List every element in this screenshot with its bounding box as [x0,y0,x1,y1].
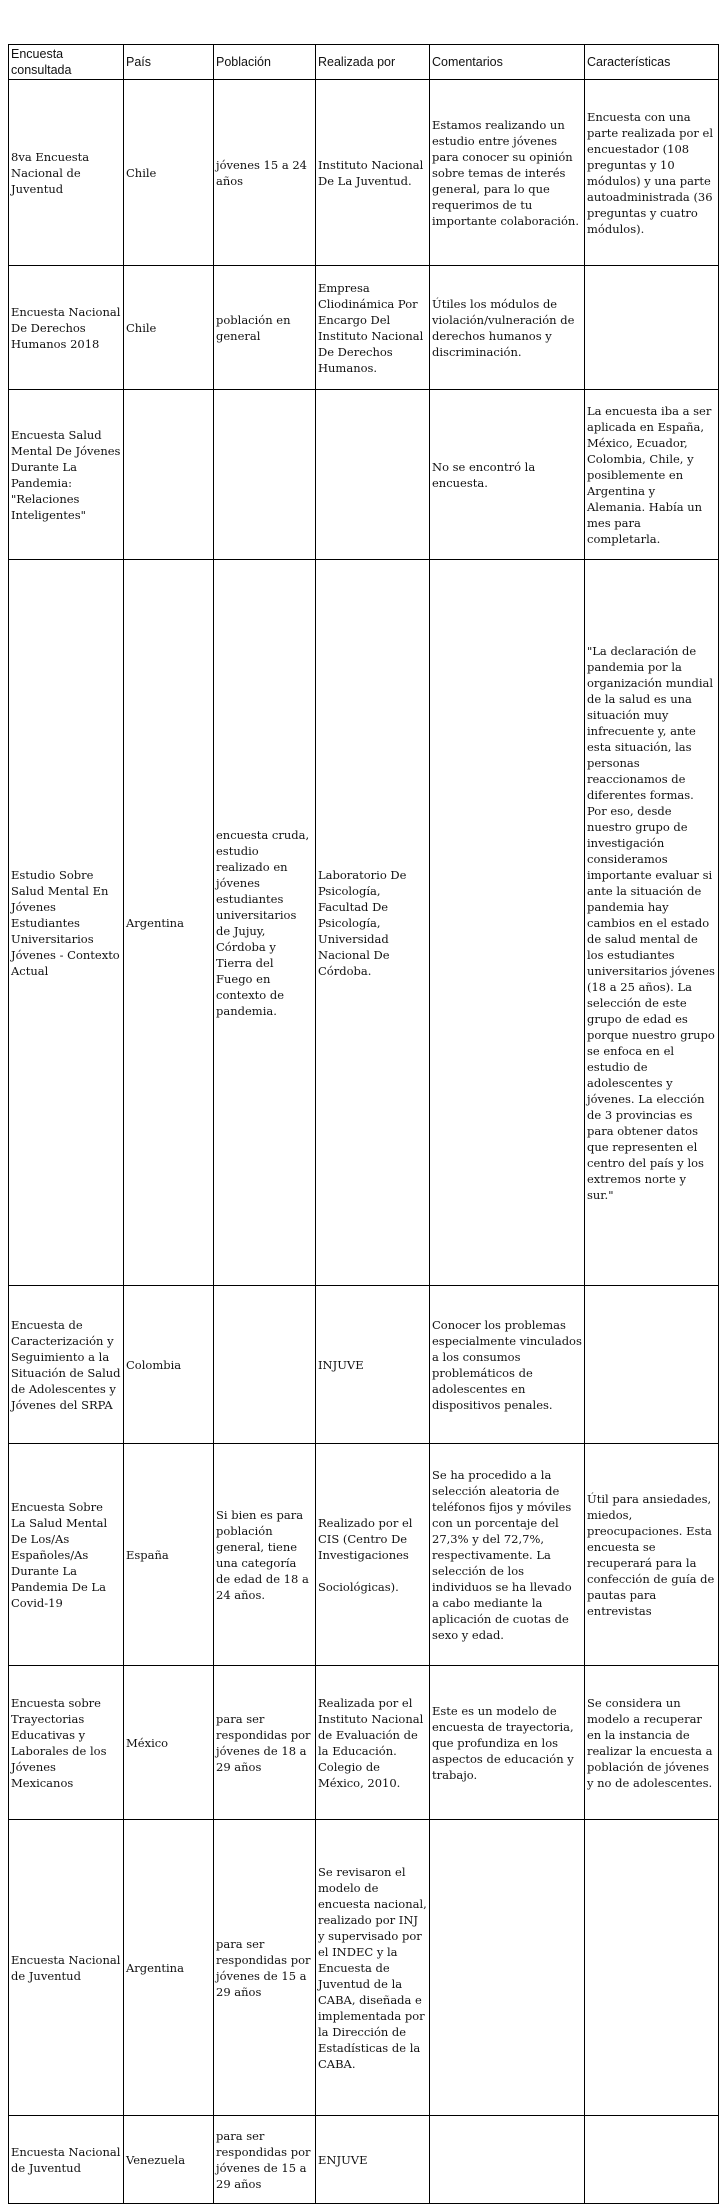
cell-pais: Chile [124,266,214,390]
header-encuesta: Encuesta consultada [9,45,124,80]
cell-realizada-por [316,390,430,560]
cell-caracteristicas [585,2116,719,2204]
cell-encuesta: Encuesta Nacional De Derechos Humanos 2018 [9,266,124,390]
cell-pais: Argentina [124,1820,214,2116]
cell-poblacion: encuesta cruda, estudio realizado en jóvenes estudiantes universitarios de Jujuy, Córdoba y Tierra del Fuego en contexto de pandemia. [214,560,316,1286]
cell-comentarios: Conocer los problemas especialmente vinculados a los consumos problemáticos de adolescentes en dispositivos penales. [430,1286,585,1444]
table-row [9,1666,719,1820]
cell-realizada-por: Realizado por el CIS (Centro De Investigaciones Sociológicas). [316,1444,430,1666]
cell-realizada-por: ENJUVE [316,2116,430,2204]
table-row [9,1286,719,1444]
cell-realizada-por: Empresa Cliodinámica Por Encargo Del Instituto Nacional De Derechos Humanos. [316,266,430,390]
cell-caracteristicas: La encuesta iba a ser aplicada en España, México, Ecuador, Colombia, Chile, y posiblemente en Argentina y Alemania. Había un mes para completarla. [585,390,719,560]
cell-pais: España [124,1444,214,1666]
cell-caracteristicas [585,266,719,390]
cell-realizada-por: Instituto Nacional De La Juventud. [316,80,430,266]
cell-poblacion: población en general [214,266,316,390]
cell-encuesta: Encuesta Nacional de Juventud [9,2116,124,2204]
cell-realizada-por: Se revisaron el modelo de encuesta nacional, realizado por INJ y supervisado por el INDEC y la Encuesta de Juventud de la CABA, diseñada e implementada por la Dirección de Estadísticas de la CABA. [316,1820,430,2116]
header-realizada-por: Realizada por [316,45,430,80]
cell-poblacion: para ser respondidas por jóvenes de 15 a 29 años [214,1820,316,2116]
cell-encuesta: 8va Encuesta Nacional de Juventud [9,80,124,266]
cell-pais: México [124,1666,214,1820]
header-comentarios: Comentarios [430,45,585,80]
cell-encuesta: Encuesta Nacional de Juventud [9,1820,124,2116]
cell-caracteristicas [585,1286,719,1444]
cell-caracteristicas: Útil para ansiedades, miedos, preocupaciones. Esta encuesta se recuperará para la confección de guía de pautas para entrevistas [585,1444,719,1666]
header-caracteristicas: Características [585,45,719,80]
cell-comentarios [430,1820,585,2116]
cell-encuesta: Encuesta Salud Mental De Jóvenes Durante La Pandemia: "Relaciones Inteligentes" [9,390,124,560]
cell-realizada-por: INJUVE [316,1286,430,1444]
cell-caracteristicas: "La declaración de pandemia por la organización mundial de la salud es una situación muy infrecuente y, ante esta situación, las personas reaccionamos de diferentes formas. Por eso, desde nuestro grupo de investigación consideramos importante evaluar si ante la situación de pandemia hay cambios en el estado de salud mental de los estudiantes universitarios jóvenes (18 a 25 años). La selección de este grupo de edad es porque nuestro grupo se enfoca en el estudio de adolescentes y jóvenes. La elección de 3 provincias es para obtener datos que representen el centro del país y los extremos norte y sur." [585,560,719,1286]
cell-poblacion [214,390,316,560]
cell-pais [124,390,214,560]
cell-comentarios: Se ha procedido a la selección aleatoria de teléfonos fijos y móviles con un porcentaje del 27,3% y del 72,7%, respectivamente. La selección de los individuos se ha llevado a cabo mediante la aplicación de cuotas de sexo y edad. [430,1444,585,1666]
cell-comentarios: Estamos realizando un estudio entre jóvenes para conocer su opinión sobre temas de interés general, para lo que requerimos de tu importante colaboración. [430,80,585,266]
cell-caracteristicas: Se considera un modelo a recuperar en la instancia de realizar la encuesta a población de jóvenes y no de adolescentes. [585,1666,719,1820]
cell-poblacion: Si bien es para población general, tiene una categoría de edad de 18 a 24 años. [214,1444,316,1666]
surveys-table [8,44,719,2204]
header-pais: País [124,45,214,80]
cell-encuesta: Estudio Sobre Salud Mental En Jóvenes Estudiantes Universitarios Jóvenes - Contexto Actual [9,560,124,1286]
table-header-row [9,45,719,80]
table-row [9,390,719,560]
cell-comentarios: Útiles los módulos de violación/vulneración de derechos humanos y discriminación. [430,266,585,390]
cell-pais: Venezuela [124,2116,214,2204]
cell-poblacion: jóvenes 15 a 24 años [214,80,316,266]
table-row [9,1820,719,2116]
cell-comentarios: No se encontró la encuesta. [430,390,585,560]
cell-comentarios [430,2116,585,2204]
cell-encuesta: Encuesta Sobre La Salud Mental De Los/As Españoles/As Durante La Pandemia De La Covid-19 [9,1444,124,1666]
table-row [9,1444,719,1666]
table-row [9,80,719,266]
table-row [9,560,719,1286]
cell-realizada-por: Laboratorio De Psicología, Facultad De Psicología, Universidad Nacional De Córdoba. [316,560,430,1286]
cell-encuesta: Encuesta de Caracterización y Seguimiento a la Situación de Salud de Adolescentes y Jóvenes del SRPA [9,1286,124,1444]
cell-encuesta: Encuesta sobre Trayectorias Educativas y Laborales de los Jóvenes Mexicanos [9,1666,124,1820]
cell-pais: Colombia [124,1286,214,1444]
cell-realizada-por: Realizada por el Instituto Nacional de Evaluación de la Educación. Colegio de México, 2010. [316,1666,430,1820]
cell-comentarios: Este es un modelo de encuesta de trayectoria, que profundiza en los aspectos de educación y trabajo. [430,1666,585,1820]
document-page [8,44,718,2204]
cell-caracteristicas [585,1820,719,2116]
cell-comentarios [430,560,585,1286]
table-row [9,2116,719,2204]
table-row [9,266,719,390]
cell-poblacion [214,1286,316,1444]
cell-poblacion: para ser respondidas por jóvenes de 18 a 29 años [214,1666,316,1820]
cell-pais: Argentina [124,560,214,1286]
cell-poblacion: para ser respondidas por jóvenes de 15 a 29 años [214,2116,316,2204]
cell-caracteristicas: Encuesta con una parte realizada por el encuestador (108 preguntas y 10 módulos) y una parte autoadministrada (36 preguntas y cuatro módulos). [585,80,719,266]
header-poblacion: Población [214,45,316,80]
cell-pais: Chile [124,80,214,266]
